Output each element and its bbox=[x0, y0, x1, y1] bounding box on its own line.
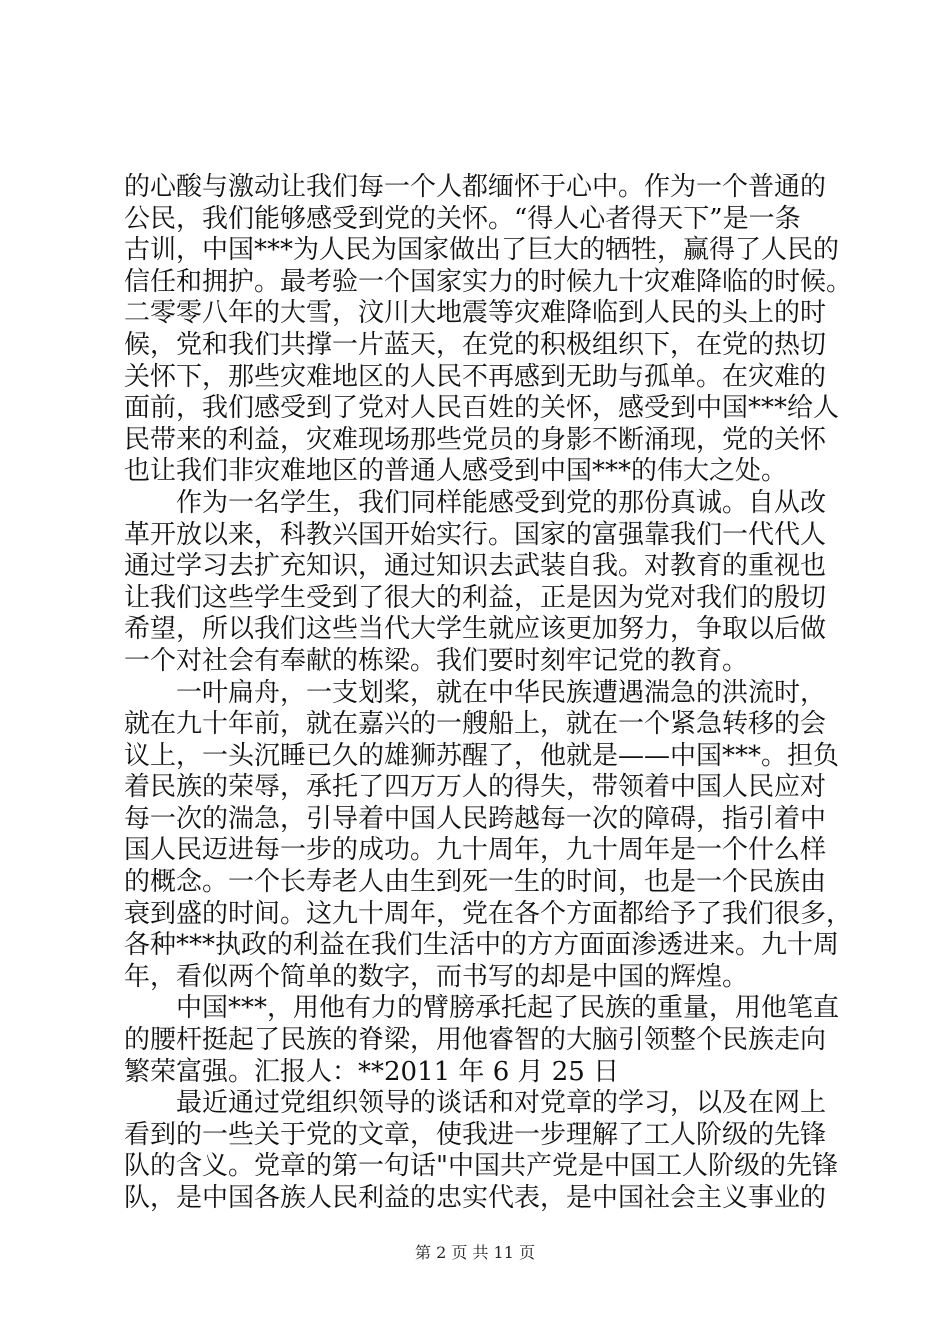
text-line: 也让我们非灾难地区的普通人感受到中国***的伟大之处。 bbox=[124, 456, 788, 487]
page-number-label: 第 2 页 共 11 页 bbox=[415, 1243, 535, 1262]
text-line: 着民族的荣辱，承托了四万万人的得失，带领着中国人民应对 bbox=[124, 772, 827, 803]
text-line: 信任和拥护。最考验一个国家实力的时候九十灾难降临的时候。 bbox=[124, 266, 853, 297]
text-line: 议上，一头沉睡已久的雄狮苏醒了，他就是——中国***。担负 bbox=[124, 740, 840, 771]
text-line: 看到的一些关于党的文章，使我进一步理解了工人阶级的先锋 bbox=[124, 1119, 827, 1150]
text-line: 繁荣富强。汇报人：**2011 年 6 月 25 日 bbox=[124, 1056, 620, 1087]
text-line: 最近通过党组织领导的谈话和对党章的学习，以及在网上 bbox=[124, 1088, 827, 1119]
document-body bbox=[124, 172, 884, 1215]
text-line: 关怀下，那些灾难地区的人民不再感到无助与孤单。在灾难的 bbox=[124, 361, 827, 392]
text-line: 队，是中国各族人民利益的忠实代表，是中国社会主义事业的 bbox=[124, 1183, 827, 1213]
text-line: 通过学习去扩充知识，通过知识去武装自我。对教育的重视也 bbox=[124, 551, 827, 582]
text-line: 衰到盛的时间。这九十周年，党在各个方面都给予了我们很多， bbox=[124, 898, 853, 929]
page-footer bbox=[0, 1240, 950, 1263]
text-line: 国人民迈进每一步的成功。九十周年，九十周年是一个什么样 bbox=[124, 835, 827, 866]
text-line: 中国***，用他有力的臂膀承托起了民族的重量，用他笔直 bbox=[124, 993, 840, 1024]
text-line: 民带来的利益，灾难现场那些党员的身影不断涌现，党的关怀 bbox=[124, 424, 827, 455]
text-line: 面前，我们感受到了党对人民百姓的关怀，感受到中国***给人 bbox=[124, 393, 840, 424]
text-line: 革开放以来，科教兴国开始实行。国家的富强靠我们一代代人 bbox=[124, 519, 827, 550]
text-line: 让我们这些学生受到了很大的利益，正是因为党对我们的殷切 bbox=[124, 582, 827, 613]
text-line: 的概念。一个长寿老人由生到死一生的时间，也是一个民族由 bbox=[124, 867, 827, 898]
text-line: 的腰杆挺起了民族的脊梁，用他睿智的大脑引领整个民族走向 bbox=[124, 1025, 827, 1056]
text-line: 各种***执政的利益在我们生活中的方方面面渗透进来。九十周 bbox=[124, 930, 840, 961]
text-line: 的心酸与激动让我们每一个人都缅怀于心中。作为一个普通的 bbox=[124, 172, 827, 202]
text-line: 公民，我们能够感受到党的关怀。“得人心者得天下”是一条 bbox=[124, 203, 801, 234]
text-line: 队的含义。党章的第一句话"中国共产党是中国工人阶级的先锋 bbox=[124, 1151, 838, 1182]
text-line: 希望，所以我们这些当代大学生就应该更加努力，争取以后做 bbox=[124, 614, 827, 645]
text-line: 就在九十年前，就在嘉兴的一艘船上，就在一个紧急转移的会 bbox=[124, 709, 827, 740]
text-line: 年，看似两个简单的数字，而书写的却是中国的辉煌。 bbox=[124, 961, 749, 992]
text-line: 作为一名学生，我们同样能感受到党的那份真诚。自从改 bbox=[124, 487, 827, 518]
text-line: 古训，中国***为人民为国家做出了巨大的牺牲，赢得了人民的 bbox=[124, 235, 840, 266]
text-line: 每一次的湍急，引导着中国人民跨越每一次的障碍，指引着中 bbox=[124, 803, 827, 834]
text-line: 一个对社会有奉献的栋梁。我们要时刻牢记党的教育。 bbox=[124, 645, 749, 676]
text-line: 二零零八年的大雪，汶川大地震等灾难降临到人民的头上的时 bbox=[124, 298, 827, 329]
text-line: 一叶扁舟，一支划桨，就在中华民族遭遇湍急的洪流时， bbox=[124, 677, 827, 708]
text-line: 候，党和我们共撑一片蓝天，在党的积极组织下，在党的热切 bbox=[124, 329, 827, 360]
